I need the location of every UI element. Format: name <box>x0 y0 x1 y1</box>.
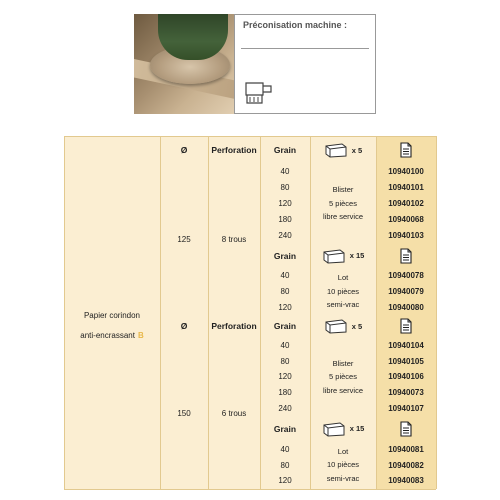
grain-value: 40 <box>260 164 310 180</box>
pack-box-icon <box>324 318 348 334</box>
product-photo <box>134 14 234 114</box>
pack-quantity-header: x 15 <box>310 243 376 268</box>
reference-number: 10940104 <box>376 337 436 353</box>
pack-box-icon <box>322 421 346 437</box>
pack-box-icon <box>324 142 348 158</box>
grain-header: Grain <box>260 315 310 337</box>
perforation-value: 8 trous <box>208 164 260 315</box>
pack-description-line: Lot <box>337 273 349 283</box>
reference-number: 10940081 <box>376 441 436 457</box>
grain-value: 120 <box>260 369 310 385</box>
pack-description-line: 10 pièces <box>326 286 360 296</box>
grain-value: 40 <box>260 441 310 457</box>
column-divider <box>64 136 65 489</box>
column-divider <box>436 136 437 489</box>
sander-machine-icon <box>243 77 275 107</box>
reference-number: 10940102 <box>376 196 436 212</box>
pack-description-line: 10 pièces <box>326 460 360 470</box>
product-name-line: Papier corindon <box>83 311 141 321</box>
grain-value: 80 <box>260 180 310 196</box>
reference-number: 10940073 <box>376 385 436 401</box>
reference-number: 10940079 <box>376 284 436 300</box>
grain-header: Grain <box>260 136 310 164</box>
document-icon <box>399 248 413 264</box>
perforation-header: Perforation <box>208 315 260 337</box>
product-badge: B <box>137 331 144 341</box>
product-name <box>64 164 160 489</box>
grain-value: 240 <box>260 227 310 243</box>
grain-value: 240 <box>260 401 310 417</box>
recommendation-title: Préconisation machine : <box>243 20 348 30</box>
pack-quantity-header: x 5 <box>310 315 376 337</box>
column-divider <box>160 136 161 489</box>
pack-description <box>310 441 376 488</box>
pack-description <box>310 268 376 315</box>
column-divider <box>208 136 209 489</box>
pack-description-line: semi-vrac <box>326 473 360 483</box>
reference-number: 10940080 <box>376 300 436 316</box>
machine-recommendation-box <box>234 14 376 114</box>
diameter-value: 150 <box>160 337 208 488</box>
diameter-header: Ø <box>160 315 208 337</box>
grain-value: 120 <box>260 473 310 489</box>
grain-header: Grain <box>260 416 310 441</box>
column-divider <box>376 136 377 489</box>
divider <box>241 48 369 49</box>
table-border <box>64 489 436 490</box>
reference-number: 10940078 <box>376 268 436 284</box>
pack-quantity-header: x 15 <box>310 416 376 441</box>
grain-value: 40 <box>260 337 310 353</box>
grain-value: 180 <box>260 385 310 401</box>
pack-description <box>310 164 376 243</box>
product-name-line <box>80 326 143 346</box>
document-header <box>376 416 436 441</box>
pack-description-line: libre service <box>322 212 363 222</box>
reference-number: 10940107 <box>376 401 436 417</box>
perforation-value: 6 trous <box>208 337 260 488</box>
document-icon <box>399 142 413 158</box>
pack-description-line: libre service <box>322 385 363 395</box>
document-header <box>376 315 436 337</box>
grain-value: 120 <box>260 196 310 212</box>
pack-description-line: 5 pièces <box>329 372 357 382</box>
diameter-header: Ø <box>160 136 208 164</box>
grain-value: 180 <box>260 211 310 227</box>
column-divider <box>260 136 261 489</box>
product-name-text: anti-encrassant <box>80 331 135 341</box>
pack-description-line: Blister <box>332 185 354 195</box>
pack-description-line: Blister <box>332 358 354 368</box>
grain-value: 80 <box>260 353 310 369</box>
document-header <box>376 243 436 268</box>
grain-value: 80 <box>260 457 310 473</box>
perforation-header: Perforation <box>208 136 260 164</box>
reference-number: 10940082 <box>376 457 436 473</box>
grain-value: 80 <box>260 284 310 300</box>
pack-description-line: semi-vrac <box>326 300 360 310</box>
pack-description <box>310 337 376 416</box>
column-divider <box>310 136 311 489</box>
pack-description-line: 5 pièces <box>329 198 357 208</box>
reference-number: 10940083 <box>376 473 436 489</box>
pack-box-icon <box>322 248 346 264</box>
reference-number: 10940100 <box>376 164 436 180</box>
table-border <box>64 136 436 137</box>
grain-value: 120 <box>260 300 310 316</box>
document-icon <box>399 318 413 334</box>
reference-number: 10940106 <box>376 369 436 385</box>
reference-number: 10940103 <box>376 227 436 243</box>
document-icon <box>399 421 413 437</box>
reference-number: 10940068 <box>376 211 436 227</box>
grain-value: 40 <box>260 268 310 284</box>
grain-header: Grain <box>260 243 310 268</box>
document-header <box>376 136 436 164</box>
reference-number: 10940101 <box>376 180 436 196</box>
diameter-value: 125 <box>160 164 208 315</box>
pack-quantity-header: x 5 <box>310 136 376 164</box>
header-blank-cell <box>64 136 160 164</box>
pack-description-line: Lot <box>337 446 349 456</box>
reference-number: 10940105 <box>376 353 436 369</box>
